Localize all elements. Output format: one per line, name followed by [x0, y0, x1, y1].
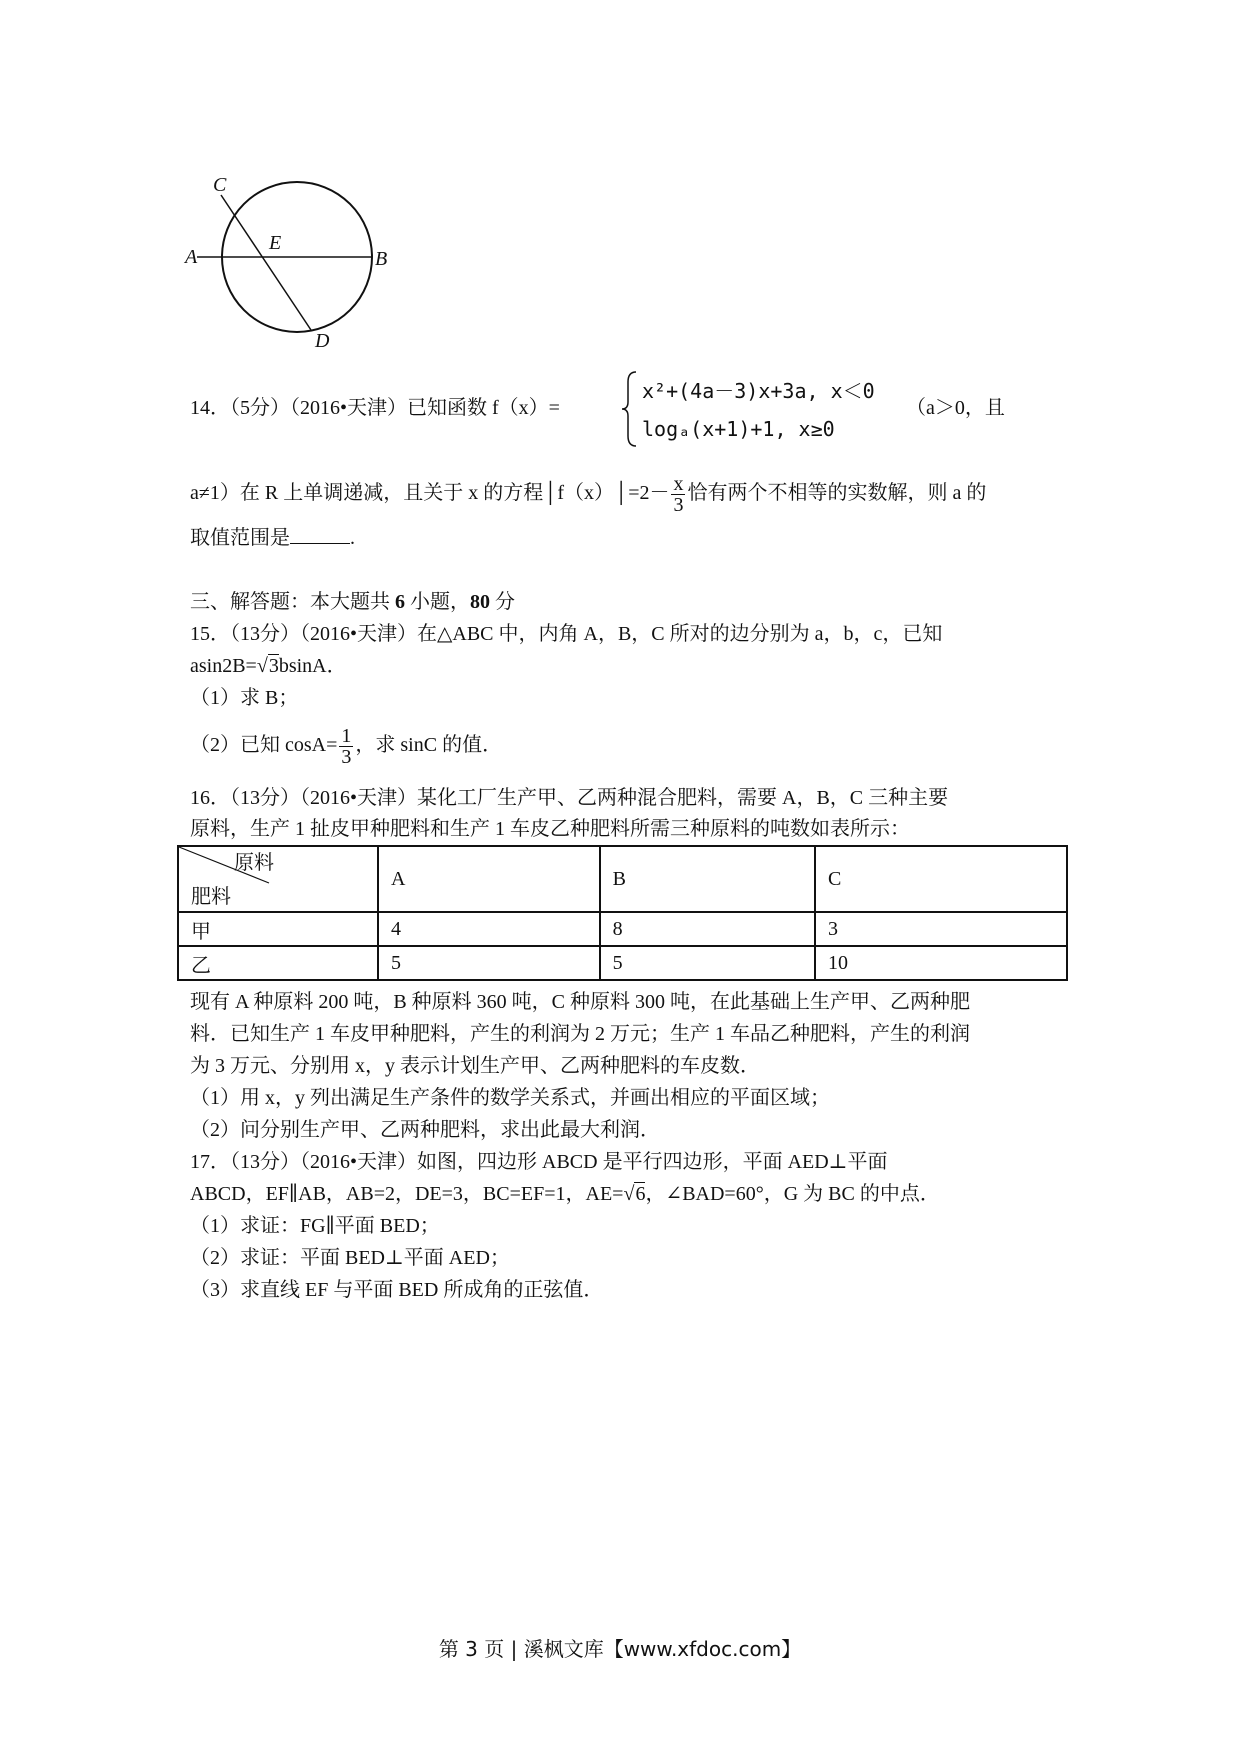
cell: 4 — [378, 912, 600, 946]
q16-sub2: （2）问分别生产甲、乙两种肥料，求出此最大利润． — [190, 1119, 660, 1141]
section-3-heading — [190, 588, 515, 616]
corner-bottom-label: 肥料 — [191, 884, 231, 908]
q16-line1: 16．（13分）（2016•天津）某化工厂生产甲、乙两种混合肥料，需要 A，B，C 三种主要 — [190, 787, 949, 809]
q14-frac-num: x — [673, 473, 684, 495]
answer-blank — [290, 525, 350, 544]
q14-line1 — [190, 394, 560, 422]
section-3-count: 6 — [395, 591, 405, 613]
q15-fraction — [339, 726, 353, 767]
label-c: C — [213, 174, 227, 196]
q14-frac-den: 3 — [673, 494, 684, 516]
q17-sub3: （3）求直线 EF 与平面 BED 所成角的正弦值． — [190, 1279, 604, 1301]
cell: 8 — [600, 912, 815, 946]
table-header-row — [178, 846, 1067, 912]
q15-line2-b: bsinA． — [278, 655, 347, 677]
section-3-score: 80 — [470, 591, 490, 613]
q17-sqrt: √6 — [623, 1183, 646, 1205]
q14-line3-end: . — [350, 527, 355, 549]
cell: 3 — [815, 912, 1067, 946]
section-3-mid: 小题， — [405, 591, 470, 613]
section-3-suffix: 分 — [490, 591, 515, 613]
q16-sub1: （1）用 x，y 列出满足生产条件的数学关系式，并画出相应的平面区域； — [190, 1087, 830, 1109]
circle-figure — [185, 174, 388, 352]
cell: 5 — [600, 946, 815, 980]
q15-sub2-a: （2）已知 cosA= — [190, 734, 338, 757]
section-3-prefix: 三、解答题：本大题共 — [190, 591, 395, 613]
q15-line1: 15．（13分）（2016•天津）在△ABC 中，内角 A，B，C 所对的边分别为 a，b，c，已知 — [190, 623, 943, 645]
q14-tail: （a＞0，且 — [906, 397, 1005, 419]
q14-piece2: logₐ(x+1)+1, x≥0 — [642, 417, 835, 441]
corner-top-label: 原料 — [234, 850, 274, 874]
label-d: D — [315, 330, 330, 352]
q17-sqrt-value: 6 — [635, 1183, 646, 1205]
chord-cd — [221, 195, 311, 330]
q16-line4: 料．已知生产 1 车皮甲种肥料，产生的利润为 2 万元；生产 1 车品乙种肥料，产生的利润 — [190, 1023, 970, 1045]
q17-line2-b: ，∠BAD=60°，G 为 BC 的中点． — [645, 1183, 940, 1205]
q14-line3 — [190, 524, 355, 552]
table-row — [178, 912, 1067, 946]
header-b: B — [600, 846, 815, 912]
q17-line2 — [190, 1180, 940, 1208]
q15-sqrt-value: 3 — [268, 655, 279, 677]
q14-piecewise — [620, 368, 900, 450]
table-row — [178, 946, 1067, 980]
q15-frac-num: 1 — [341, 725, 352, 747]
q15-sub2 — [190, 726, 502, 767]
q17-sub2: （2）求证：平面 BED⊥平面 AED； — [190, 1247, 510, 1269]
header-c: C — [815, 846, 1067, 912]
q14-line3-text: 取值范围是 — [190, 527, 290, 549]
q17-sub1: （1）求证：FG∥平面 BED； — [190, 1215, 440, 1237]
q14-fraction — [671, 474, 685, 515]
q15-sub1: （1）求 B； — [190, 687, 299, 709]
page-footer: 第 3 页 | 溪枫文库【www.xfdoc.com】 — [438, 1637, 802, 1661]
q15-line2 — [190, 652, 347, 680]
row-name: 甲 — [178, 912, 378, 946]
q14-line2 — [190, 474, 986, 515]
q15-line2-a: asin2B= — [190, 655, 257, 677]
cell: 5 — [378, 946, 600, 980]
q16-line5: 为 3 万元、分别用 x，y 表示计划生产甲、乙两种肥料的车皮数． — [190, 1055, 760, 1077]
q17-line1: 17．（13分）（2016•天津）如图，四边形 ABCD 是平行四边形，平面 AED⊥平面 — [190, 1151, 888, 1173]
label-e: E — [269, 232, 282, 254]
table-corner-cell — [178, 846, 378, 912]
q15-frac-den: 3 — [341, 746, 352, 768]
cell: 10 — [815, 946, 1067, 980]
q16-line3: 现有 A 种原料 200 吨，B 种原料 360 吨，C 种原料 300 吨，在此基础上生产甲、乙两种肥 — [190, 991, 971, 1013]
q17-line2-a: ABCD，EF∥AB，AB=2，DE=3，BC=EF=1，AE= — [190, 1183, 624, 1205]
label-b: B — [375, 248, 388, 270]
q14-lead: 14．（5分）（2016•天津）已知函数 f（x）= — [190, 397, 560, 419]
q16-line2: 原料，生产 1 扯皮甲种肥料和生产 1 车皮乙种肥料所需三种原料的吨数如表所示： — [190, 818, 910, 840]
q15-sqrt: √3 — [256, 655, 279, 677]
header-a: A — [378, 846, 600, 912]
q15-sub2-b: ，求 sinC 的值． — [355, 734, 503, 757]
materials-table — [177, 845, 1068, 981]
row-name: 乙 — [178, 946, 378, 980]
q14-piece1: x²+(4a－3)x+3a, x＜0 — [642, 379, 875, 403]
q14-line2-a: a≠1）在 R 上单调递减，且关于 x 的方程│f（x）│=2－ — [190, 482, 670, 505]
q14-line2-b: 恰有两个不相等的实数解，则 a 的 — [687, 482, 987, 505]
label-a: A — [185, 246, 198, 268]
